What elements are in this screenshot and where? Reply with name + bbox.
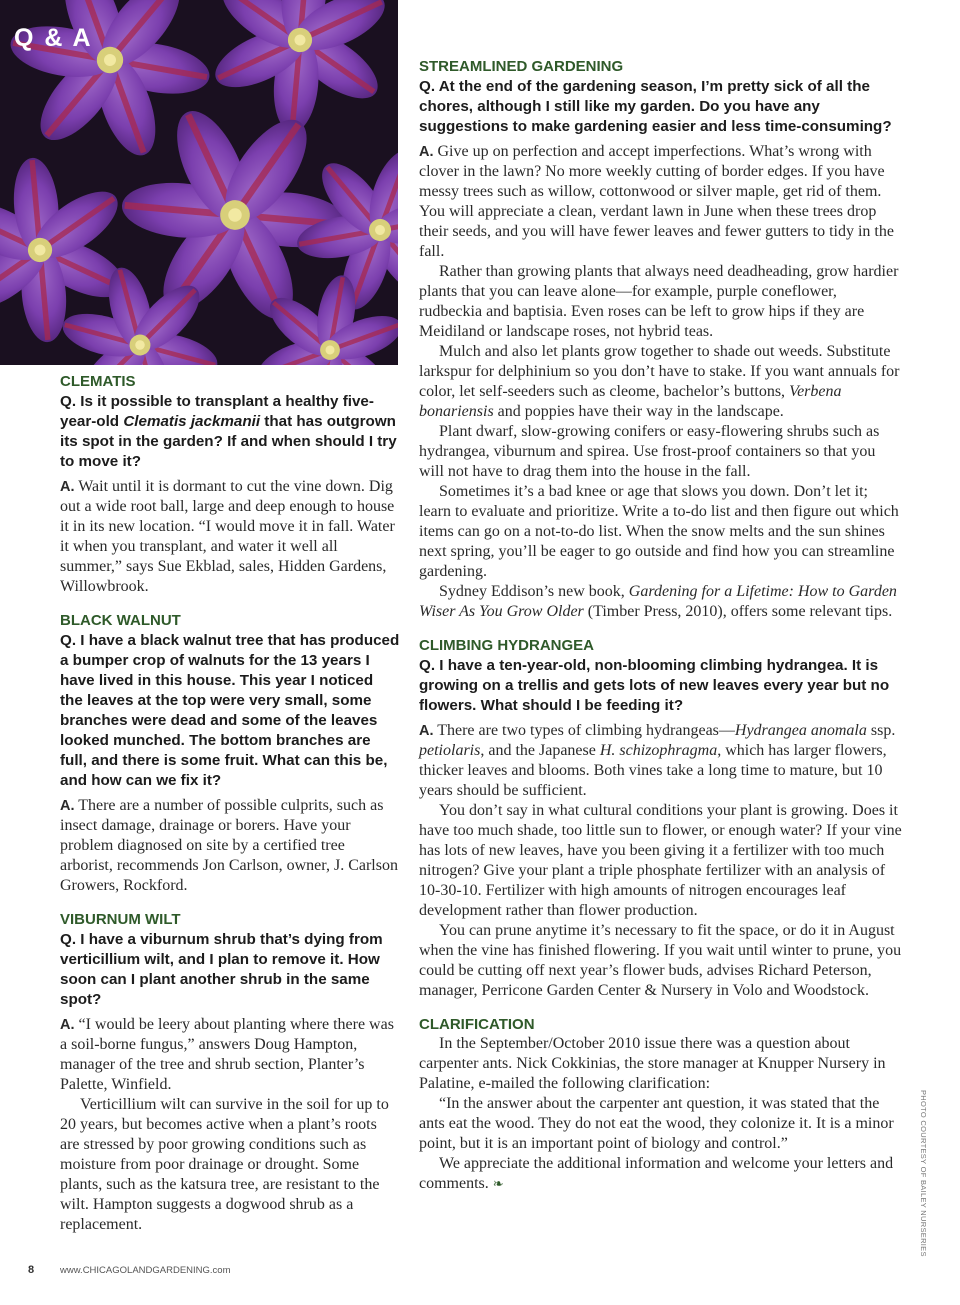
climbing-hydrangea-paragraph: You can prune anytime it’s necessary to fit the space, or do it in August when the vine has finished flowering. If you wait until winter to prune, you could be cutting off next year’s flower buds, advises Richard Peterson, manager, Perricone Garden Center & Nursery in Volo and Woodstock. [419,922,902,999]
clematis-section [60,372,400,597]
clematis-photo [0,0,398,365]
left-column [60,372,400,1249]
streamlined-section [419,57,902,622]
climbing-hydrangea-answer: A. There are two types of climbing hydrangeas—Hydrangea anomala ssp. petiolaris, and the Japanese H. schizophragma, which has larger flowers, thicker leaves and blooms. Both vines take a long time to mature, but 10 years should be sufficient. [419,722,896,799]
clarification-section [419,1015,902,1194]
clarification-paragraph: In the September/October 2010 issue there was a question about carpenter ants. Nick Cokkinias, the store manager at Knupper Nursery in Palatine, e-mailed the following clarification: [419,1035,886,1092]
streamlined-paragraph: Sydney Eddison’s new book, Gardening for a Lifetime: How to Garden Wiser As You Grow Older (Timber Press, 2010), offers some relevant tips. [419,583,897,620]
leaf-end-mark-icon: ❧ [492,1176,504,1191]
black-walnut-answer: A. There are a number of possible culprits, such as insect damage, drainage or borers. Have your problem diagnosed on site by a certified tree arborist, recommends Jon Carlson, owner, J. Carlson Growers, Rockford. [60,797,398,894]
viburnum-paragraph: Verticillium wilt can survive in the soil for up to 20 years, but becomes active when a plant’s roots are stressed by poor growing conditions such as moisture from poor drainage or drought. Some plants, such as the katsura tree, are resistant to the wilt. Hampton suggests a dogwood shrub as a replacement. [60,1096,389,1233]
clematis-question: Q. Is it possible to transplant a healthy five-year-old Clematis jackmanii that has outgrown its spot in the garden? If and when should I try to move it? [60,393,397,470]
page-number: 8 [28,1264,35,1276]
clematis-heading: CLEMATIS [60,373,136,390]
climbing-hydrangea-paragraph: You don’t say in what cultural conditions your plant is growing. Does it have too much shade, too little sun to flower, or enough water? If your vine has lots of new leaves, have you been giving it a fertilizer with too much nitrogen? Give your plant a triple phosphate fertilizer with an analysis of 10-30-10. Fertilizer with high amounts of nitrogen encourages leaf development rather than flower production. [419,802,902,919]
clarification-paragraph: “In the answer about the carpenter ant question, it was stated that the ants eat the wood. They do not eat the wood, they colonize it. It is a minor point, but it is an important point of biology and control.” [419,1095,894,1152]
streamlined-heading: STREAMLINED GARDENING [419,58,624,75]
streamlined-paragraph: Sometimes it’s a bad knee or age that slows you down. Don’t let it; learn to evaluate and prioritize. Write a to-do list and then figure out which items can go on a not-to-do list. When the snow melts and the sun shines next spring, you’ll be eager to go outside and find how you can streamline gardening. [419,483,899,580]
streamlined-question: Q. At the end of the gardening season, I’m pretty sick of all the chores, although I still like my garden. Do you have any suggestions to make gardening easier and less time-consuming? [419,78,892,135]
viburnum-section [60,910,400,1235]
viburnum-question: Q. I have a viburnum shrub that’s dying from verticillium wilt, and I plan to remove it. How soon can I plant another shrub in the same spot? [60,931,383,1008]
climbing-hydrangea-heading: CLIMBING HYDRANGEA [419,637,594,654]
footer-url[interactable]: www.CHICAGOLANDGARDENING.com [60,1265,231,1276]
clarification-heading: CLARIFICATION [419,1016,535,1033]
clematis-answer: A. Wait until it is dormant to cut the vine down. Dig out a wide root ball, large and deep enough to house it in its new location. “I would move it in fall. Water it when you transplant, and water it well all summer,” says Sue Ekblad, sales, Hidden Gardens, Willowbrook. [60,478,395,595]
streamlined-paragraph: Rather than growing plants that always need deadheading, grow hardier plants that you can leave alone—for example, purple coneflower, rudbeckia and baptisia. Even roses can be left to grow hips if they are Meidiland or landscape roses, not hybrid teas. [419,263,899,340]
climbing-hydrangea-section [419,636,902,1001]
clematis-flower-illustration [0,0,398,365]
black-walnut-heading: BLACK WALNUT [60,612,181,629]
streamlined-paragraph: Mulch and also let plants grow together to shade out weeds. Substitute larkspur for delphinium so you don’t have to stake. If you want annuals for color, let self-seeders such as cleome, bachelor’s buttons, Verbena bonariensis and poppies have their way in the landscape. [419,343,900,420]
viburnum-answer: A. “I would be leery about planting where there was a soil-borne fungus,” answers Doug Hampton, manager of the tree and shrub section, Planter’s Palette, Winfield. [60,1016,394,1093]
black-walnut-question: Q. I have a black walnut tree that has produced a bumper crop of walnuts for the 13 years I have lived in this house. This year I noticed the leaves at the top were very small, some branches were dead and some of the leaves looked munched. The bottom branches are full, and there is some fruit. What can this be, and how can we fix it? [60,632,400,789]
clarification-paragraph: We appreciate the additional information and welcome your letters and comments. ❧ [419,1155,894,1192]
section-tag: Q & A [14,24,93,52]
viburnum-heading: VIBURNUM WILT [60,911,181,928]
black-walnut-section [60,611,400,896]
streamlined-answer: A. Give up on perfection and accept imperfections. What’s wrong with clover in the lawn? No more weekly cutting of border edges. If you have messy trees such as willow, cottonwood or silver maple, get rid of them. You will appreciate a clean, verdant lawn in June when these trees drop their seeds, and you will have fewer leaves and fewer gutters to tidy in the fall. [419,143,894,260]
streamlined-paragraph: Plant dwarf, slow-growing conifers or easy-flowering shrubs such as hydrangea, viburnum and spirea. Use frost-proof containers so that you will not have to drag them into the house in the fall. [419,423,880,480]
photo-credit: PHOTO COURTESY OF BAILEY NURSERIES [919,1090,928,1257]
right-column [419,57,902,1208]
climbing-hydrangea-question: Q. I have a ten-year-old, non-blooming climbing hydrangea. It is growing on a trellis and gets lots of new leaves every year but no flowers. What should I be feeding it? [419,657,890,714]
